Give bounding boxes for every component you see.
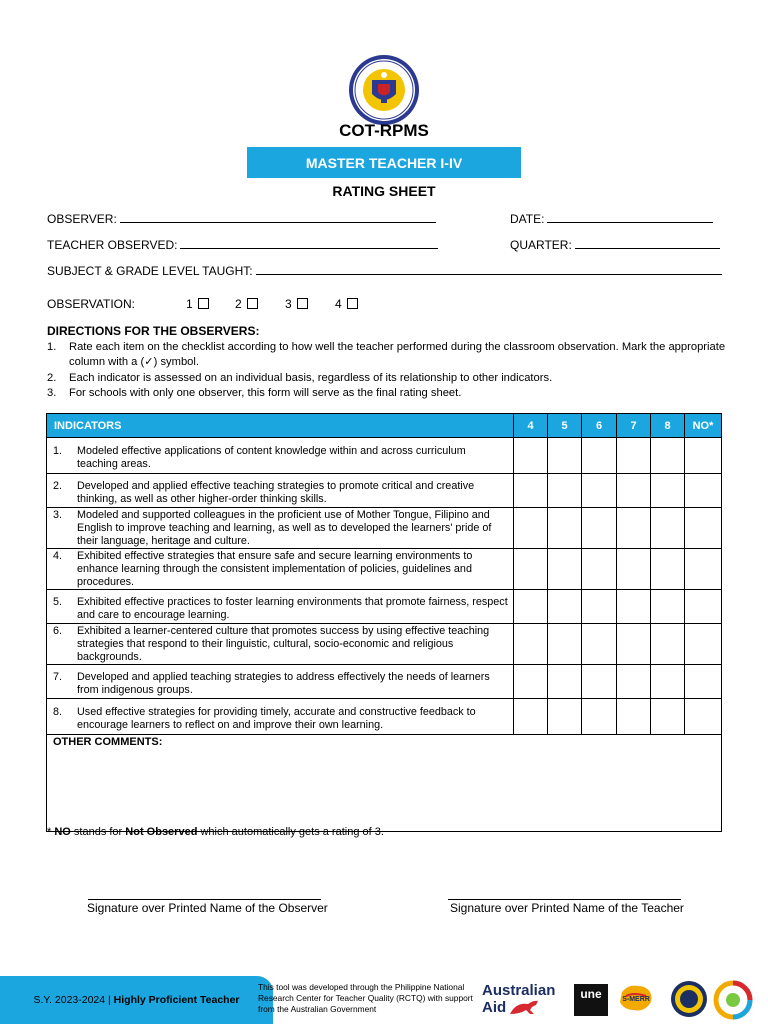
header-rating-7: 7 bbox=[617, 414, 651, 438]
rating-cell[interactable] bbox=[685, 549, 722, 590]
rating-cell[interactable] bbox=[685, 624, 722, 665]
observer-signature-label: Signature over Printed Name of the Observer bbox=[87, 901, 328, 915]
smerr-logo-text: S-MERR bbox=[622, 996, 650, 1003]
direction-item bbox=[47, 386, 727, 401]
rating-cell[interactable] bbox=[651, 624, 685, 665]
rating-cell[interactable] bbox=[514, 699, 548, 735]
rating-cell[interactable] bbox=[514, 590, 548, 624]
rating-cell[interactable] bbox=[582, 508, 617, 549]
rating-cell[interactable] bbox=[617, 549, 651, 590]
rating-cell[interactable] bbox=[685, 438, 722, 474]
directions-list bbox=[47, 340, 727, 401]
rating-cell[interactable] bbox=[548, 549, 582, 590]
rating-cell[interactable] bbox=[685, 474, 722, 508]
observation-option-4[interactable] bbox=[335, 297, 358, 311]
indicator-number: 6. bbox=[53, 625, 63, 637]
observer-signature-line[interactable] bbox=[88, 899, 321, 900]
rating-cell[interactable] bbox=[582, 699, 617, 735]
table-row bbox=[47, 474, 722, 508]
option-label: 4 bbox=[335, 297, 342, 311]
university-seal-logo bbox=[670, 980, 708, 1018]
table-row bbox=[47, 508, 722, 549]
direction-text: For schools with only one observer, this form will serve as the final rating sheet. bbox=[69, 386, 462, 399]
table-row bbox=[47, 624, 722, 665]
rating-cell[interactable] bbox=[514, 474, 548, 508]
indicator-text: Developed and applied teaching strategies to address effectively the needs of learners from indigenous groups. bbox=[77, 670, 490, 696]
teacher-observed-line[interactable] bbox=[180, 238, 438, 249]
direction-number: 3. bbox=[47, 386, 57, 399]
rating-cell[interactable] bbox=[685, 508, 722, 549]
observer-field[interactable] bbox=[47, 212, 436, 226]
quarter-label: QUARTER: bbox=[510, 238, 572, 252]
smerr-logo bbox=[616, 982, 656, 1014]
quarter-field[interactable] bbox=[510, 238, 720, 252]
rating-cell[interactable] bbox=[617, 665, 651, 699]
une-logo-text: une bbox=[580, 987, 602, 1001]
rating-cell[interactable] bbox=[548, 624, 582, 665]
note-rest: which automatically gets a rating of 3. bbox=[200, 826, 384, 838]
rating-cell[interactable] bbox=[582, 438, 617, 474]
indicator-text: Exhibited a learner-centered culture that promotes success by using effective teaching strategies that respond to their linguistic, cultural, socio-economic and religious backgrounds. bbox=[77, 625, 490, 663]
rating-cell[interactable] bbox=[582, 549, 617, 590]
direction-item bbox=[47, 340, 727, 371]
rating-cell[interactable] bbox=[548, 699, 582, 735]
footnote bbox=[47, 826, 384, 838]
australian-aid-logo bbox=[482, 983, 555, 1016]
rating-cell[interactable] bbox=[514, 508, 548, 549]
subject-field[interactable] bbox=[47, 264, 722, 278]
direction-number: 2. bbox=[47, 371, 57, 384]
australian-aid-logo-line2: Aid bbox=[482, 998, 507, 1016]
deped-seal bbox=[348, 54, 420, 126]
rating-cell[interactable] bbox=[582, 474, 617, 508]
rating-cell[interactable] bbox=[582, 590, 617, 624]
rating-cell[interactable] bbox=[651, 438, 685, 474]
observation-option-3[interactable] bbox=[285, 297, 308, 311]
direction-text: Rate each item on the checklist according to how well the teacher performed during the classroom observation. Mark the appropriate column with a (✓) symbol. bbox=[69, 341, 726, 369]
indicator-number: 4. bbox=[53, 550, 63, 562]
australian-aid-logo-line2-wrap bbox=[482, 998, 555, 1016]
indicator-number: 8. bbox=[53, 705, 63, 718]
header-rating-6: 6 bbox=[582, 414, 617, 438]
table-row bbox=[47, 699, 722, 735]
rating-cell[interactable] bbox=[617, 474, 651, 508]
observation-option-1[interactable] bbox=[186, 297, 209, 311]
table-row bbox=[47, 590, 722, 624]
rating-cell[interactable] bbox=[514, 665, 548, 699]
direction-text: Each indicator is assessed on an individual basis, regardless of its relationship to other indicators. bbox=[69, 371, 553, 384]
rating-cell[interactable] bbox=[514, 624, 548, 665]
table-header-row bbox=[47, 414, 722, 438]
footer-credit: This tool was developed through the Philippine National Research Center for Teacher Quality (RCTQ) with support from the Australian Government bbox=[258, 982, 473, 1014]
teacher-signature-line[interactable] bbox=[448, 899, 681, 900]
indicator-text: Developed and applied effective teaching strategies to promote critical and creative thinking, as well as other higher-order thinking skills. bbox=[77, 479, 475, 505]
australian-aid-logo-line1: Australian bbox=[482, 982, 556, 999]
teacher-observed-label: TEACHER OBSERVED: bbox=[47, 238, 178, 252]
rating-cell[interactable] bbox=[685, 590, 722, 624]
rating-cell[interactable] bbox=[514, 438, 548, 474]
directions-title: DIRECTIONS FOR THE OBSERVERS: bbox=[47, 324, 260, 338]
rctq-ring-icon bbox=[713, 980, 753, 1020]
note-mid: stands for bbox=[73, 826, 123, 838]
checkbox[interactable] bbox=[198, 298, 209, 309]
indicator-text: Exhibited effective practices to foster learning environments that promote fairness, respect and care to encourage learning. bbox=[77, 595, 508, 621]
rating-cell[interactable] bbox=[651, 508, 685, 549]
teacher-signature-label: Signature over Printed Name of the Teacher bbox=[450, 901, 684, 915]
note-star: * bbox=[47, 826, 52, 838]
checkbox[interactable] bbox=[247, 298, 258, 309]
observation-option-2[interactable] bbox=[235, 297, 258, 311]
observer-line[interactable] bbox=[120, 212, 436, 223]
rating-cell[interactable] bbox=[617, 590, 651, 624]
indicator-number: 1. bbox=[53, 444, 63, 457]
comments-label: OTHER COMMENTS: bbox=[53, 736, 163, 748]
option-label: 3 bbox=[285, 297, 292, 311]
rctq-logo bbox=[713, 980, 753, 1020]
header-indicators: INDICATORS bbox=[47, 414, 514, 438]
rating-cell[interactable] bbox=[617, 624, 651, 665]
indicator-text: Modeled effective applications of content knowledge within and across curriculum teaching areas. bbox=[77, 444, 466, 470]
header-rating-4: 4 bbox=[514, 414, 548, 438]
header-rating-5: 5 bbox=[548, 414, 582, 438]
table-row bbox=[47, 438, 722, 474]
indicator-number: 5. bbox=[53, 595, 63, 608]
rating-cell[interactable] bbox=[685, 699, 722, 735]
teacher-observed-field[interactable] bbox=[47, 238, 438, 252]
rating-cell[interactable] bbox=[548, 590, 582, 624]
date-line[interactable] bbox=[547, 212, 713, 223]
comments-box[interactable] bbox=[47, 735, 722, 832]
option-label: 2 bbox=[235, 297, 242, 311]
comments-row bbox=[47, 735, 722, 832]
note-not-observed: Not Observed bbox=[125, 826, 198, 838]
observation-label: OBSERVATION: bbox=[47, 297, 136, 311]
rating-cell[interactable] bbox=[548, 474, 582, 508]
indicator-text: Modeled and supported colleagues in the proficient use of Mother Tongue, Filipino and English to improve teaching and learning, as well as to developed the learners' pride of their language, heritage and culture. bbox=[77, 509, 492, 547]
rating-cell[interactable] bbox=[617, 699, 651, 735]
indicator-number: 3. bbox=[53, 509, 63, 521]
rating-cell[interactable] bbox=[548, 665, 582, 699]
checkbox[interactable] bbox=[297, 298, 308, 309]
date-field[interactable] bbox=[510, 212, 713, 226]
direction-number: 1. bbox=[47, 341, 57, 353]
indicator-number: 7. bbox=[53, 670, 63, 683]
header-rating-8: 8 bbox=[651, 414, 685, 438]
rating-cell[interactable] bbox=[651, 699, 685, 735]
rating-cell[interactable] bbox=[651, 474, 685, 508]
option-label: 1 bbox=[186, 297, 193, 311]
rating-cell[interactable] bbox=[651, 665, 685, 699]
rating-cell[interactable] bbox=[582, 665, 617, 699]
document-title: COT-RPMS bbox=[339, 121, 429, 140]
une-logo bbox=[574, 984, 608, 1016]
table-row bbox=[47, 549, 722, 590]
smerr-map-icon bbox=[616, 982, 656, 1014]
rating-cell[interactable] bbox=[514, 549, 548, 590]
note-no: NO bbox=[54, 826, 71, 838]
rating-cell[interactable] bbox=[651, 590, 685, 624]
kangaroo-icon bbox=[506, 998, 544, 1016]
rating-cell[interactable] bbox=[651, 549, 685, 590]
direction-item bbox=[47, 371, 727, 386]
indicators-table bbox=[46, 413, 722, 832]
indicator-number: 2. bbox=[53, 479, 63, 492]
school-year: S.Y. 2023-2024 | bbox=[33, 994, 111, 1006]
rating-cell[interactable] bbox=[685, 665, 722, 699]
rating-sheet-title: RATING SHEET bbox=[332, 183, 436, 199]
subject-line[interactable] bbox=[256, 264, 722, 275]
checkbox[interactable] bbox=[347, 298, 358, 309]
observer-label: OBSERVER: bbox=[47, 212, 117, 226]
quarter-line[interactable] bbox=[575, 238, 720, 249]
rating-cell[interactable] bbox=[548, 438, 582, 474]
level-label: Highly Proficient Teacher bbox=[113, 994, 240, 1006]
indicator-text: Exhibited effective strategies that ensure safe and secure learning environments to enhance learning through the consistent implementation of policies, guidelines and procedures. bbox=[77, 550, 473, 588]
rating-cell[interactable] bbox=[617, 438, 651, 474]
rating-cell[interactable] bbox=[617, 508, 651, 549]
table-row bbox=[47, 665, 722, 699]
subject-label: SUBJECT & GRADE LEVEL TAUGHT: bbox=[47, 264, 253, 278]
university-seal-icon bbox=[670, 980, 708, 1018]
rating-cell[interactable] bbox=[548, 508, 582, 549]
date-label: DATE: bbox=[510, 212, 545, 226]
position-banner: MASTER TEACHER I-IV bbox=[247, 147, 521, 178]
footer-badge bbox=[0, 976, 273, 1024]
header-not-observed: NO* bbox=[685, 414, 722, 438]
indicator-text: Used effective strategies for providing timely, accurate and constructive feedback to encourage learners to reflect on and improve their own learning. bbox=[77, 705, 476, 731]
rating-cell[interactable] bbox=[582, 624, 617, 665]
